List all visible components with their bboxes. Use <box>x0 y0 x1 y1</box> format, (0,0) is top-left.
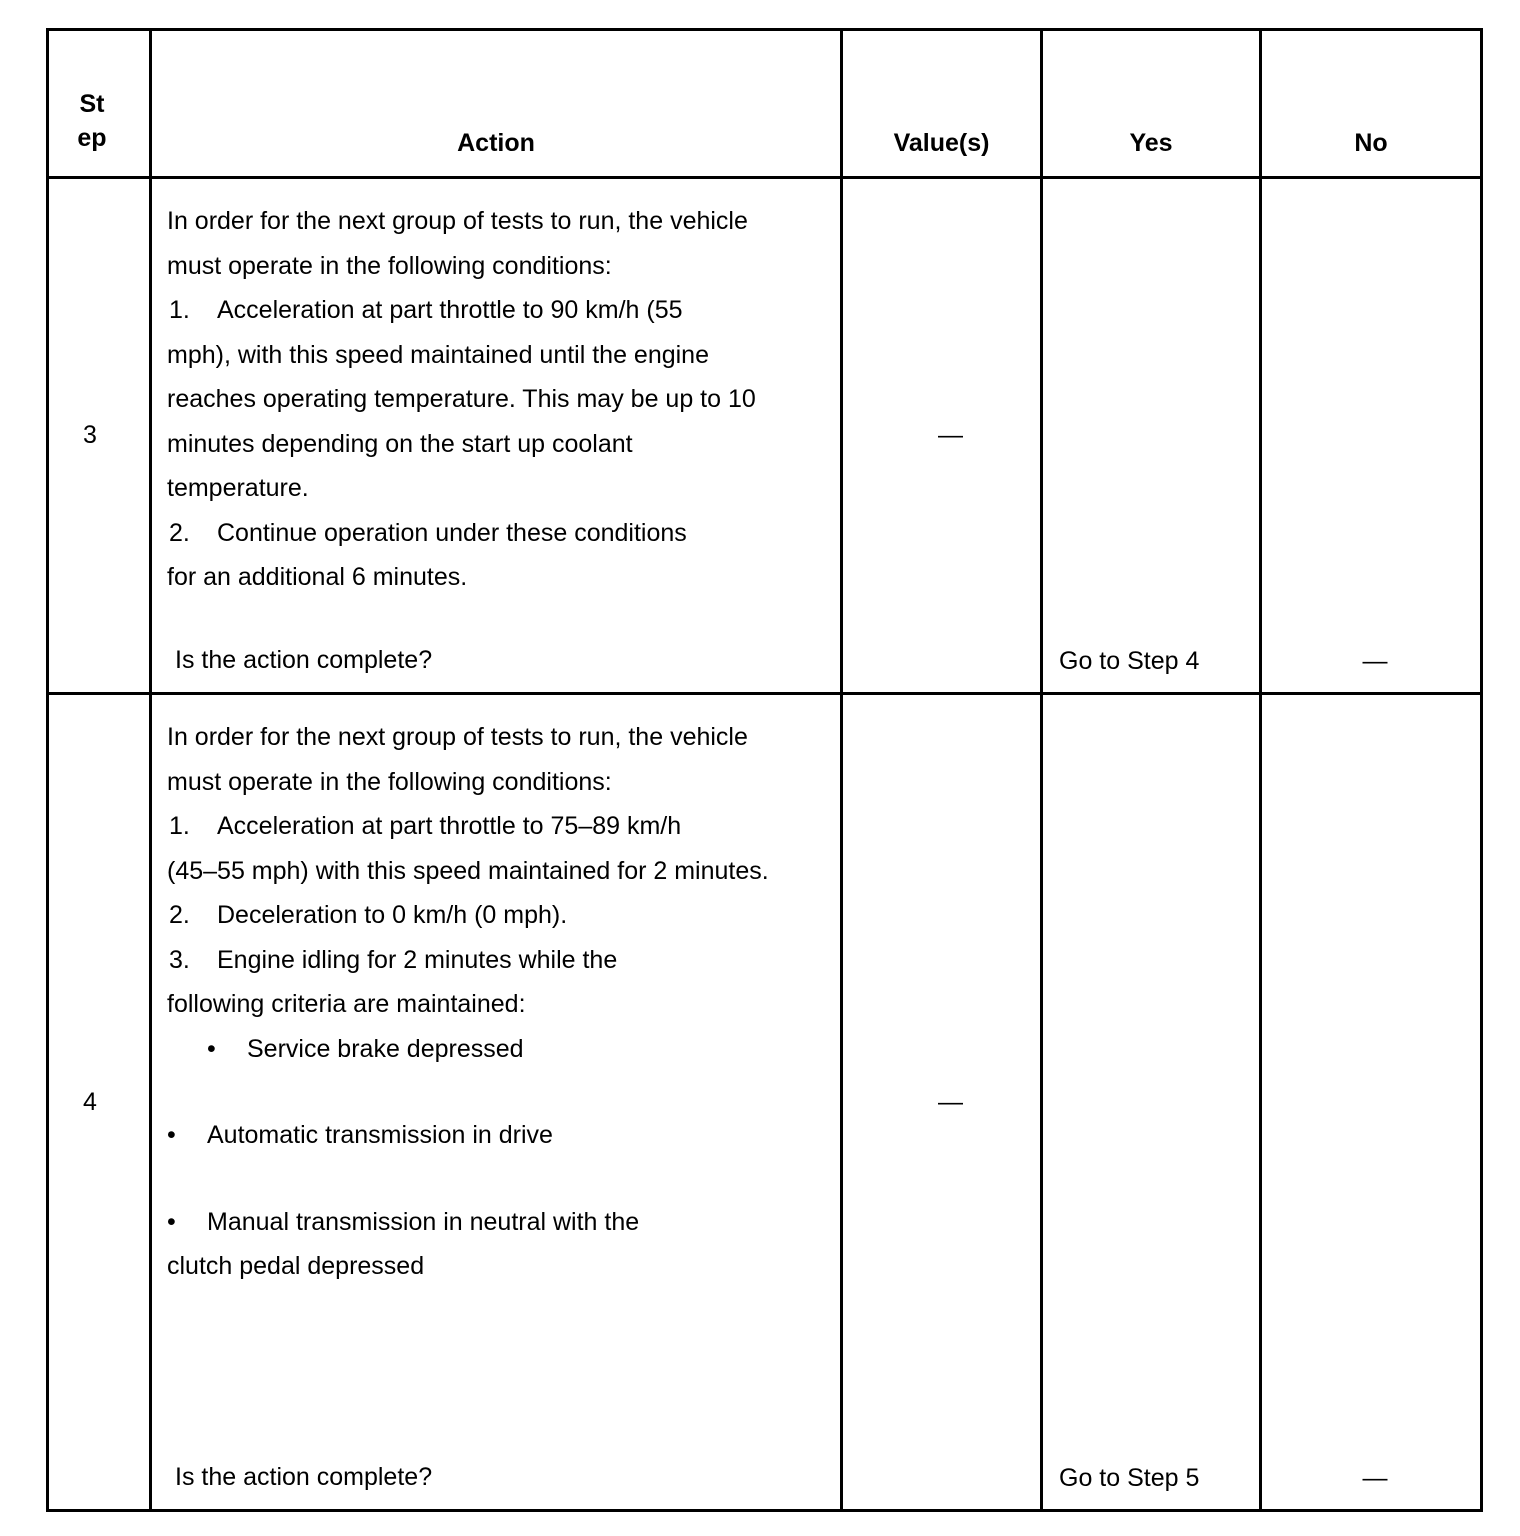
bullet-marker: • <box>167 1121 176 1149</box>
list-marker: 3. <box>169 945 190 974</box>
bullet-text: Service brake depressed <box>247 1034 524 1063</box>
bullet-item <box>167 1113 770 1158</box>
list-item <box>167 288 770 333</box>
action-cell <box>151 178 842 694</box>
no-cell: — <box>1261 694 1482 1511</box>
diagnostic-table <box>46 28 1483 1512</box>
bullet-marker: • <box>167 1207 176 1236</box>
list-item-text: Deceleration to 0 km/h (0 mph). <box>217 901 568 929</box>
list-item-text: Engine idling for 2 minutes while the <box>217 945 618 974</box>
list-item-continuation: for an additional 6 minutes. <box>167 563 468 591</box>
header-values: Value(s) <box>842 30 1042 178</box>
value-cell: — <box>842 178 1042 694</box>
bullet-continuation: clutch pedal depressed <box>167 1252 425 1280</box>
list-item <box>167 893 770 938</box>
bullet-item <box>167 1200 770 1245</box>
list-item <box>167 511 770 556</box>
action-question: Is the action complete? <box>175 1463 433 1491</box>
list-item-text: Acceleration at part throttle to 75–89 km/h <box>217 812 682 840</box>
header-no: No <box>1261 30 1482 178</box>
header-step <box>48 30 151 178</box>
list-marker: 1. <box>169 296 190 324</box>
bullet-text: Manual transmission in neutral with the <box>207 1207 640 1236</box>
step-number: 4 <box>48 694 151 1511</box>
action-cell <box>151 694 842 1511</box>
list-item-text: Continue operation under these conditions <box>217 518 687 547</box>
list-item-continuation: following criteria are maintained: <box>167 990 526 1018</box>
header-step-line2: ep <box>77 124 107 152</box>
header-action: Action <box>151 30 842 178</box>
header-row <box>48 30 1482 178</box>
no-cell: — <box>1261 178 1482 694</box>
table-row-step-3 <box>48 178 1482 694</box>
action-intro: In order for the next group of tests to run, the vehicle must operate in the following conditions: <box>167 723 748 796</box>
yes-cell: Go to Step 4 <box>1042 178 1261 694</box>
yes-cell: Go to Step 5 <box>1042 694 1261 1511</box>
header-step-line1: St <box>79 90 105 118</box>
bullet-item <box>167 1027 770 1072</box>
list-marker: 2. <box>169 518 190 547</box>
action-intro: In order for the next group of tests to run, the vehicle must operate in the following conditions: <box>167 207 748 280</box>
list-marker: 1. <box>169 812 190 840</box>
header-yes: Yes <box>1042 30 1261 178</box>
value-cell: — <box>842 694 1042 1511</box>
bullet-text: Automatic transmission in drive <box>207 1121 553 1149</box>
list-item-continuation: mph), with this speed maintained until the engine reaches operating temperature. This may be up to 10 minutes depending on the start up coolant temperature. <box>167 340 756 502</box>
list-marker: 2. <box>169 901 190 929</box>
list-item-text: Acceleration at part throttle to 90 km/h (55 <box>217 296 683 324</box>
step-number: 3 <box>48 178 151 694</box>
list-item <box>167 938 770 983</box>
list-item <box>167 804 770 849</box>
table-row-step-4 <box>48 694 1482 1511</box>
list-item-continuation: (45–55 mph) with this speed maintained for 2 minutes. <box>167 856 769 885</box>
action-question: Is the action complete? <box>175 646 433 674</box>
bullet-marker: • <box>207 1034 216 1063</box>
